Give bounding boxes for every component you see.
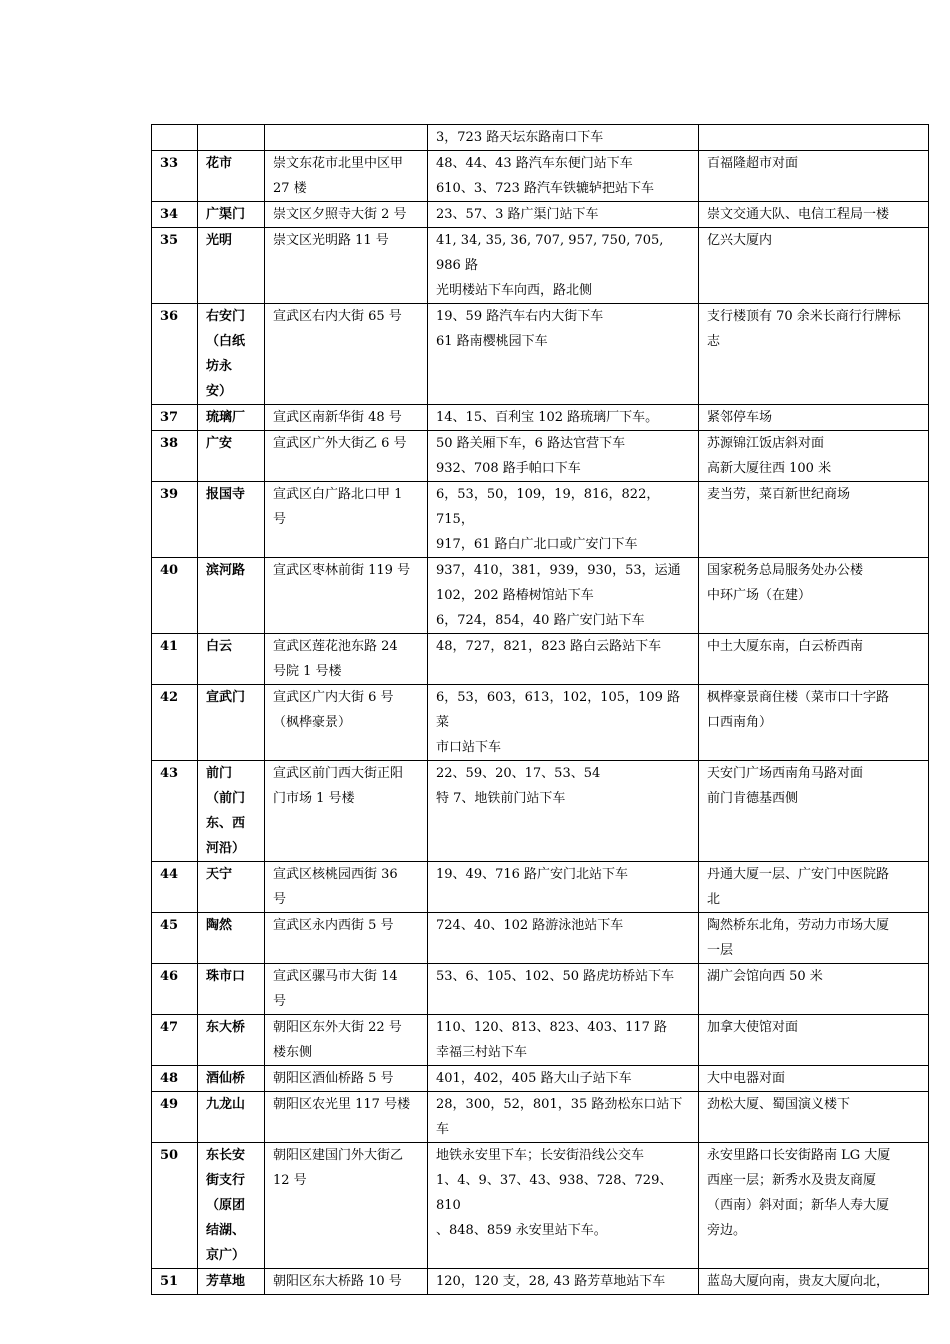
transit-directions: 110、120、813、823、403、117 路 幸福三村站下车 — [428, 1015, 699, 1066]
transit-directions: 22、59、20、17、53、54 特 7、地铁前门站下车 — [428, 761, 699, 862]
transit-directions: 48、44、43 路汽车东便门站下车 610、3、723 路汽车铁辘轳把站下车 — [428, 151, 699, 202]
nearby-landmark: 国家税务总局服务处办公楼 中环广场（在建） — [699, 558, 929, 634]
table-body — [152, 125, 929, 1295]
row-number: 43 — [152, 761, 198, 862]
nearby-landmark: 加拿大使馆对面 — [699, 1015, 929, 1066]
table-row — [152, 431, 929, 482]
row-number: 37 — [152, 405, 198, 431]
row-number: 49 — [152, 1092, 198, 1143]
table-row — [152, 1015, 929, 1066]
table-row — [152, 125, 929, 151]
table-row — [152, 558, 929, 634]
transit-directions: 724、40、102 路游泳池站下车 — [428, 913, 699, 964]
nearby-landmark: 大中电器对面 — [699, 1066, 929, 1092]
branch-name: 滨河路 — [198, 558, 265, 634]
branch-name: 东大桥 — [198, 1015, 265, 1066]
branch-address: 宣武区核桃园西街 36 号 — [265, 862, 428, 913]
nearby-landmark: 麦当劳，菜百新世纪商场 — [699, 482, 929, 558]
nearby-landmark: 苏源锦江饭店斜对面 高新大厦往西 100 米 — [699, 431, 929, 482]
nearby-landmark: 崇文交通大队、电信工程局一楼 — [699, 202, 929, 228]
branch-name: 光明 — [198, 228, 265, 304]
row-number: 47 — [152, 1015, 198, 1066]
row-number: 40 — [152, 558, 198, 634]
branch-name: 珠市口 — [198, 964, 265, 1015]
branch-name: 白云 — [198, 634, 265, 685]
branch-name: 广渠门 — [198, 202, 265, 228]
branch-address: 宣武区前门西大街正阳 门市场 1 号楼 — [265, 761, 428, 862]
nearby-landmark: 枫桦豪景商住楼（菜市口十字路 口西南角） — [699, 685, 929, 761]
table-row — [152, 685, 929, 761]
table-row — [152, 1092, 929, 1143]
table-row — [152, 482, 929, 558]
branch-address: 宣武区右内大街 65 号 — [265, 304, 428, 405]
transit-directions: 6，53，603，613，102，105，109 路菜 市口站下车 — [428, 685, 699, 761]
branch-name: 宣武门 — [198, 685, 265, 761]
nearby-landmark: 紧邻停车场 — [699, 405, 929, 431]
branch-name: 陶然 — [198, 913, 265, 964]
transit-directions: 937，410，381，939，930，53，运通 102，202 路椿树馆站下车 6，724，854，40 路广安门站下车 — [428, 558, 699, 634]
branch-address — [265, 125, 428, 151]
transit-directions: 41, 34, 35, 36, 707, 957, 750, 705, 986 路 光明楼站下车向西，路北侧 — [428, 228, 699, 304]
table-row — [152, 202, 929, 228]
transit-directions: 120，120 支，28, 43 路芳草地站下车 — [428, 1269, 699, 1295]
branch-address: 朝阳区建国门外大街乙 12 号 — [265, 1143, 428, 1269]
nearby-landmark: 丹通大厦一层、广安门中医院路 北 — [699, 862, 929, 913]
row-number: 48 — [152, 1066, 198, 1092]
branch-address: 朝阳区东大桥路 10 号 — [265, 1269, 428, 1295]
branch-name: 九龙山 — [198, 1092, 265, 1143]
nearby-landmark: 劲松大厦、蜀国演义楼下 — [699, 1092, 929, 1143]
row-number: 42 — [152, 685, 198, 761]
row-number: 51 — [152, 1269, 198, 1295]
transit-directions: 53、6、105、102、50 路虎坊桥站下车 — [428, 964, 699, 1015]
nearby-landmark: 陶然桥东北角，劳动力市场大厦 一层 — [699, 913, 929, 964]
table-row — [152, 964, 929, 1015]
branch-address: 朝阳区酒仙桥路 5 号 — [265, 1066, 428, 1092]
row-number: 50 — [152, 1143, 198, 1269]
branch-table — [151, 124, 929, 1295]
branch-name — [198, 125, 265, 151]
branch-address: 宣武区永内西街 5 号 — [265, 913, 428, 964]
branch-address: 崇文区光明路 11 号 — [265, 228, 428, 304]
branch-address: 宣武区广内大街 6 号 （枫桦豪景） — [265, 685, 428, 761]
row-number: 33 — [152, 151, 198, 202]
row-number: 36 — [152, 304, 198, 405]
transit-directions: 19、59 路汽车右内大街下车 61 路南樱桃园下车 — [428, 304, 699, 405]
branch-address: 宣武区南新华街 48 号 — [265, 405, 428, 431]
transit-directions: 地铁永安里下车；长安街沿线公交车 1、4、9、37、43、938、728、729、810 、848、859 永安里站下车。 — [428, 1143, 699, 1269]
transit-directions: 14、15、百利宝 102 路琉璃厂下车。 — [428, 405, 699, 431]
row-number: 45 — [152, 913, 198, 964]
nearby-landmark: 天安门广场西南角马路对面 前门肯德基西侧 — [699, 761, 929, 862]
branch-address: 朝阳区农光里 117 号楼 — [265, 1092, 428, 1143]
nearby-landmark: 百福隆超市对面 — [699, 151, 929, 202]
table-row — [152, 761, 929, 862]
transit-directions: 19、49、716 路广安门北站下车 — [428, 862, 699, 913]
row-number: 46 — [152, 964, 198, 1015]
row-number: 34 — [152, 202, 198, 228]
row-number: 39 — [152, 482, 198, 558]
branch-name: 花市 — [198, 151, 265, 202]
row-number: 41 — [152, 634, 198, 685]
transit-directions: 3，723 路天坛东路南口下车 — [428, 125, 699, 151]
branch-name: 报国寺 — [198, 482, 265, 558]
branch-address: 宣武区白广路北口甲 1 号 — [265, 482, 428, 558]
branch-address: 宣武区枣林前街 119 号 — [265, 558, 428, 634]
transit-directions: 401，402，405 路大山子站下车 — [428, 1066, 699, 1092]
branch-address: 宣武区广外大街乙 6 号 — [265, 431, 428, 482]
nearby-landmark — [699, 125, 929, 151]
nearby-landmark: 湖广会馆向西 50 米 — [699, 964, 929, 1015]
table-row — [152, 304, 929, 405]
branch-name: 东长安 街支行 （原团 结湖、 京广） — [198, 1143, 265, 1269]
row-number: 38 — [152, 431, 198, 482]
nearby-landmark: 永安里路口长安街路南 LG 大厦 西座一层；新秀水及贵友商厦 （西南）斜对面；新华人寿大厦 旁边。 — [699, 1143, 929, 1269]
branch-name: 芳草地 — [198, 1269, 265, 1295]
branch-name: 右安门 （白纸 坊永 安） — [198, 304, 265, 405]
table-row — [152, 1269, 929, 1295]
branch-address: 宣武区莲花池东路 24 号院 1 号楼 — [265, 634, 428, 685]
branch-address: 朝阳区东外大街 22 号 楼东侧 — [265, 1015, 428, 1066]
transit-directions: 48，727，821，823 路白云路站下车 — [428, 634, 699, 685]
table-row — [152, 405, 929, 431]
transit-directions: 28，300，52，801，35 路劲松东口站下 车 — [428, 1092, 699, 1143]
table-row — [152, 634, 929, 685]
branch-name: 天宁 — [198, 862, 265, 913]
nearby-landmark: 蓝岛大厦向南，贵友大厦向北， — [699, 1269, 929, 1295]
branch-name: 前门 （前门 东、西 河沿） — [198, 761, 265, 862]
nearby-landmark: 中土大厦东南，白云桥西南 — [699, 634, 929, 685]
branch-address: 崇文区夕照寺大街 2 号 — [265, 202, 428, 228]
branch-name: 广安 — [198, 431, 265, 482]
table-row — [152, 862, 929, 913]
transit-directions: 50 路关厢下车，6 路达官营下车 932、708 路手帕口下车 — [428, 431, 699, 482]
transit-directions: 23、57、3 路广渠门站下车 — [428, 202, 699, 228]
table-row — [152, 1066, 929, 1092]
branch-name: 琉璃厂 — [198, 405, 265, 431]
table-row — [152, 1143, 929, 1269]
table-row — [152, 228, 929, 304]
row-number — [152, 125, 198, 151]
nearby-landmark: 亿兴大厦内 — [699, 228, 929, 304]
branch-address: 宣武区骡马市大街 14 号 — [265, 964, 428, 1015]
table-row — [152, 913, 929, 964]
table-row — [152, 151, 929, 202]
row-number: 35 — [152, 228, 198, 304]
row-number: 44 — [152, 862, 198, 913]
nearby-landmark: 支行楼顶有 70 余米长商行行牌标 志 — [699, 304, 929, 405]
branch-name: 酒仙桥 — [198, 1066, 265, 1092]
transit-directions: 6，53，50，109，19，816，822，715， 917，61 路白广北口或广安门下车 — [428, 482, 699, 558]
branch-address: 崇文东花市北里中区甲 27 楼 — [265, 151, 428, 202]
